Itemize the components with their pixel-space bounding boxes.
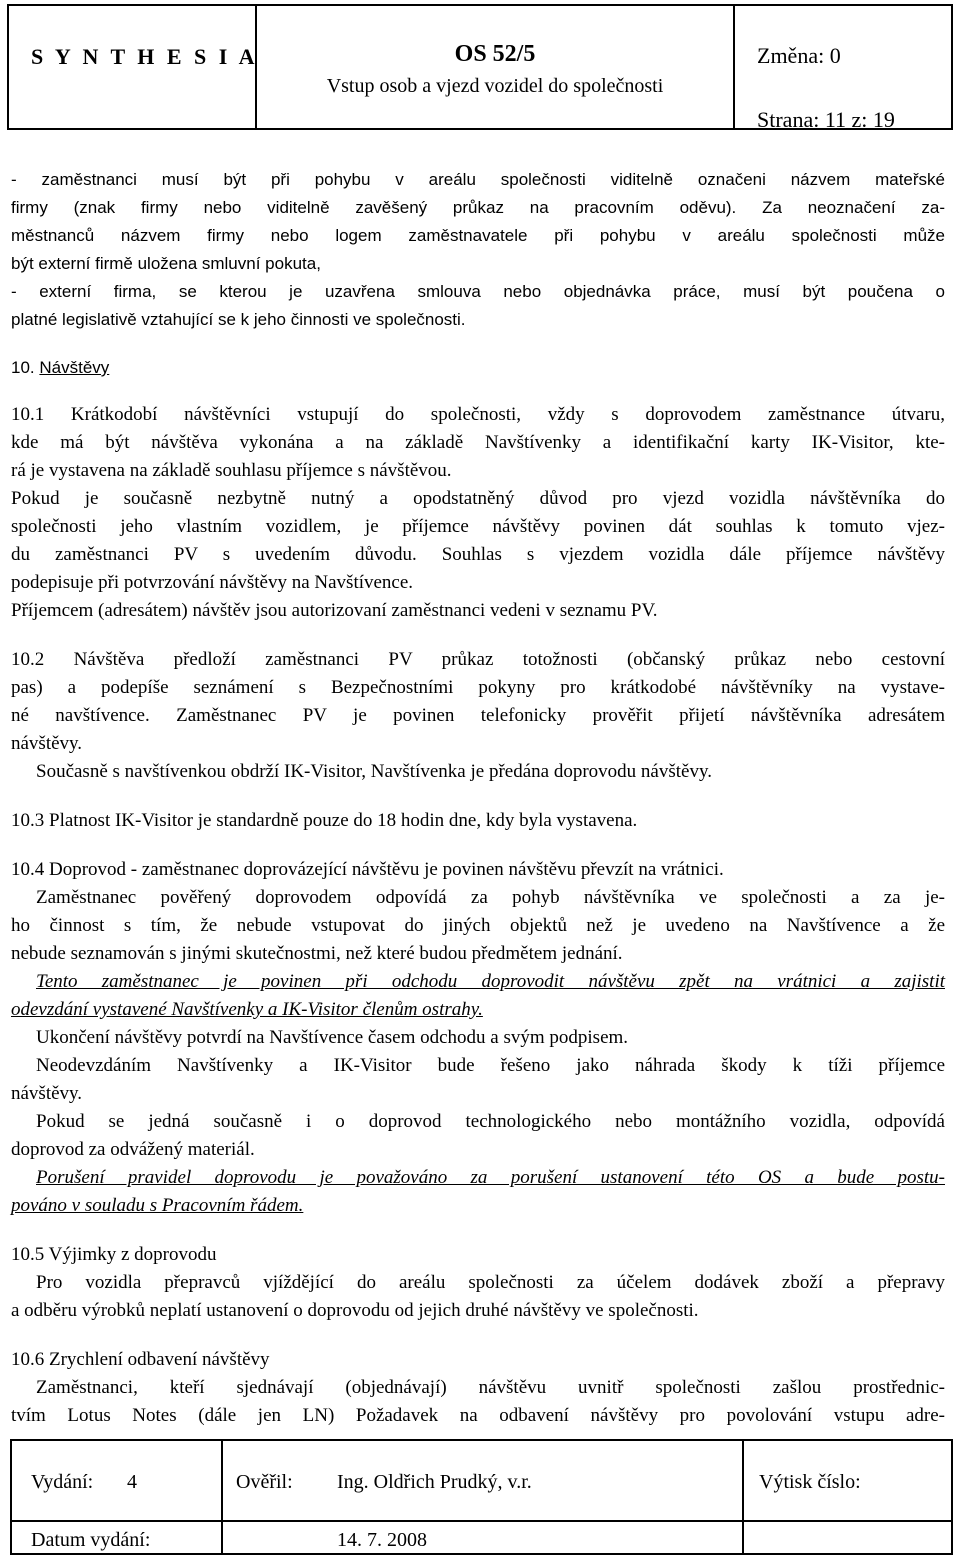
emphasis-text: odevzdání vystavené Navštívenky a IK-Visitor členům ostrahy.: [11, 999, 483, 1020]
text-line: - externí firma, se kterou je uzavřena smlouva nebo objednávka práce, musí být poučena o: [11, 282, 945, 301]
document-footer: [10, 1439, 953, 1555]
text-line: du zaměstnanci PV s uvedením důvodu. Souhlas s vjezdem vozidla dále příjemce návštěvy: [11, 544, 945, 565]
text-line: nebude seznamován s jinými skutečnostmi, než které budou předmětem jednání.: [11, 943, 623, 964]
subsection-heading: 10.6 Zrychlení odbavení návštěvy: [11, 1349, 270, 1370]
text-line: tvím Lotus Notes (dále jen LN) Požadavek na odbavení návštěvy pro povolování vstupu adre-: [11, 1405, 945, 1426]
text-line: Zaměstnanec pověřený doprovodem odpovídá za pohyb návštěvníka ve společnosti a za je-: [36, 887, 945, 908]
header-company-cell: [9, 6, 257, 128]
text-line: [11, 997, 945, 1023]
text-line: 10.2 Návštěva předloží zaměstnanci PV průkaz totožnosti (občanský průkaz nebo cestovní: [11, 649, 945, 670]
date-label: Datum vydání:: [31, 1529, 151, 1551]
text-line: ho činnost s tím, že nebude vstupovat do jiných objektů než je uvedeno na Navštívence a že: [11, 915, 945, 936]
footer-divider: [221, 1441, 223, 1553]
footer-divider: [742, 1441, 744, 1553]
header-meta-cell: [735, 6, 951, 132]
text-line: podepisuje při potvrzování návštěvy na Navštívence.: [11, 572, 414, 593]
emphasis-text: pováno v souladu s Pracovním řádem.: [11, 1195, 304, 1216]
issue-value: 4: [127, 1471, 137, 1493]
text-line: Zaměstnanci, kteří sjednávají (objednávají) návštěvu uvnitř společnosti zašlou prostřednic-: [36, 1377, 945, 1398]
section-number: 10.: [11, 358, 35, 377]
text-line: společnosti jeho vlastním vozidlem, je příjemce návštěvy povinen dát souhlas k tomuto vjez-: [11, 516, 945, 537]
text-line: Současně s navštívenkou obdrží IK-Visitor, Navštívenka je předána doprovodu návštěvy.: [36, 761, 712, 782]
header-title-cell: [257, 6, 735, 128]
text-line: návštěvy.: [11, 733, 83, 754]
emphasis-text: Porušení pravidel doprovodu je považováno za porušení ustanovení této OS a bude postu-: [36, 1167, 945, 1188]
verified-value: Ing. Oldřich Prudký, v.r.: [337, 1471, 532, 1493]
text-line: - zaměstnanci musí být při pohybu v areálu společnosti viditelně označeni názvem mateřské: [11, 170, 945, 189]
text-line: a odběru výrobků neplatí ustanovení o doprovodu od jejich druhé návštěvy ve společnosti.: [11, 1300, 699, 1321]
text-line: 10.3 Platnost IK-Visitor je standardně pouze do 18 hodin dne, kdy byla vystavena.: [11, 810, 638, 831]
text-line: 10.1 Krátkodobí návštěvníci vstupují do společnosti, vždy s doprovodem zaměstnance útvaru,: [11, 404, 945, 425]
text-line: Pokud je současně nezbytně nutný a opodstatněný důvod pro vjezd vozidla návštěvníka do: [11, 488, 945, 509]
subsection-heading: 10.5 Výjimky z doprovodu: [11, 1244, 217, 1265]
section-heading: [11, 355, 945, 381]
text-line: 10.4 Doprovod - zaměstnanec doprovázející návštěvu je povinen návštěvu převzít na vrátnici.: [11, 859, 724, 880]
document-header: [7, 4, 953, 130]
verified-label: Ověřil:: [236, 1471, 293, 1493]
date-value: 14. 7. 2008: [337, 1529, 427, 1551]
text-line: pas) a podepíše seznámení s Bezpečnostními pokyny pro krátkodobé návštěvníky na vystave-: [11, 677, 945, 698]
text-line: [11, 969, 945, 995]
text-line: být externí firmě uložena smluvní pokuta,: [11, 254, 321, 273]
copy-label: Výtisk číslo:: [759, 1471, 861, 1493]
text-line: platné legislativě vztahující se k jeho činnosti ve společnosti.: [11, 310, 466, 329]
text-line: firmy (znak firmy nebo viditelně zavěšený průkaz na pracovním oděvu). Za neoznačení za-: [11, 198, 945, 217]
company-name: S Y N T H E S I A: [31, 44, 259, 69]
text-line: Pokud se jedná současně i o doprovod technologického nebo montážního vozidla, odpovídá: [36, 1111, 945, 1132]
text-line: Ukončení návštěvy potvrdí na Navštívence časem odchodu a svým podpisem.: [36, 1027, 629, 1048]
footer-divider: [12, 1520, 951, 1522]
page-number: Strana: 11 z: 19: [757, 107, 895, 132]
issue-label: Vydání:: [31, 1471, 94, 1493]
text-line: [11, 1165, 945, 1191]
document-title: Vstup osob a vjezd vozidel do společnosti: [326, 75, 664, 97]
text-line: kde má být návštěva vykonána a na základě Navštívenky a identifikační karty IK-Visitor, kte-: [11, 432, 945, 453]
text-line: Příjemcem (adresátem) návštěv jsou autorizovaní zaměstnanci vedeni v seznamu PV.: [11, 600, 658, 621]
text-line: rá je vystavena na základě souhlasu příjemce s návštěvou.: [11, 460, 452, 481]
document-number: OS 52/5: [454, 41, 536, 67]
emphasis-text: Tento zaměstnanec je povinen při odchodu doprovodit návštěvu zpět na vrátnici a zajistit: [36, 971, 945, 992]
text-line: [11, 1193, 945, 1219]
text-line: návštěvy.: [11, 1083, 83, 1104]
text-line: Pro vozidla přepravců vjíždějící do areálu společnosti za účelem dodávek zboží a přepravy: [36, 1272, 945, 1293]
text-line: městnanců názvem firmy nebo logem zaměstnavatele při pohybu v areálu společnosti může: [11, 226, 945, 245]
change-number: Změna: 0: [757, 43, 841, 68]
section-title: Návštěvy: [39, 358, 110, 377]
text-line: né navštívence. Zaměstnanec PV je povinen telefonicky prověřit přijetí návštěvníka adresátem: [11, 705, 945, 726]
text-line: Neodevzdáním Navštívenky a IK-Visitor bude řešeno jako náhrada škody k tíži příjemce: [36, 1055, 945, 1076]
text-line: doprovod za odvážený materiál.: [11, 1139, 255, 1160]
